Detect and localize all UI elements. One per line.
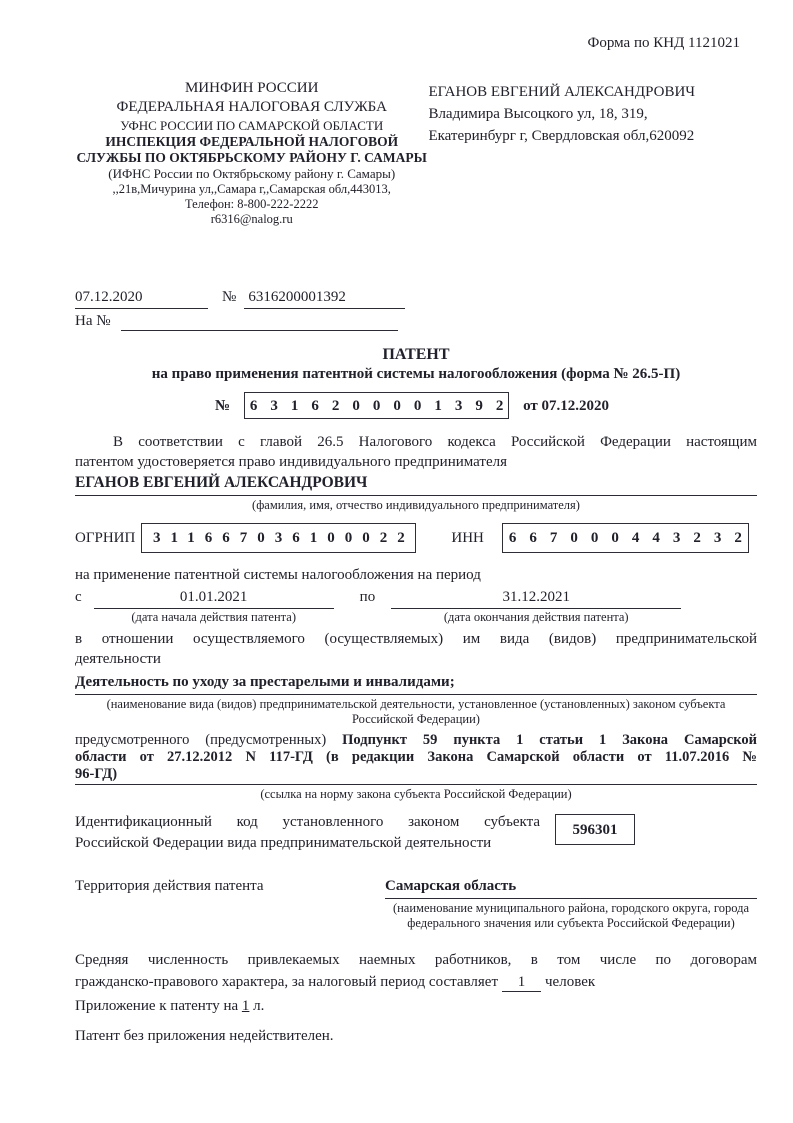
workers-line2 (75, 971, 757, 993)
reference-row (75, 287, 757, 309)
law-reference-paragraph (75, 732, 757, 785)
workers-line1: Средняя численность привлекаемых наемных работников, в том числе по договорам (75, 952, 757, 968)
period-from-label: с (75, 589, 82, 605)
territory-value-block (385, 876, 757, 931)
issuer-inspection-line1: ИНСПЕКЦИЯ ФЕДЕРАЛЬНОЙ НАЛОГОВОЙ (105, 134, 399, 149)
law-line3: 96-ГД) (75, 766, 118, 782)
recipient-block (428, 79, 757, 227)
inn-label: ИНН (451, 530, 484, 546)
territory-row (75, 876, 757, 931)
identification-code-row (75, 812, 757, 854)
attachment-unit: л. (253, 998, 265, 1014)
patent-number-row (75, 392, 757, 419)
activity-intro-line1: в отношении осуществляемого (осуществляемых) им вида (видов) предпринимательской (75, 631, 757, 647)
law-caption: (ссылка на норму закона субъекта Российской Федерации) (260, 787, 572, 801)
issuer-phone: Телефон: 8-800-222-2222 (184, 197, 319, 211)
recipient-address-line1: Владимира Высоцкого ул, 18, 319, (428, 106, 648, 122)
attachment-line (75, 996, 757, 1016)
document-number: 6316200001392 (244, 287, 405, 309)
issuer-email: r6316@nalog.ru (210, 212, 293, 226)
form-code: Форма по КНД 1121021 (587, 35, 740, 51)
identification-code-label-line2: Российской Федерации вида предпринимательской деятельности (75, 835, 492, 851)
issuer-service: ФЕДЕРАЛЬНАЯ НАЛОГОВАЯ СЛУЖБА (116, 99, 387, 115)
issuer-block (75, 79, 428, 227)
law-line1 (75, 732, 757, 749)
issuer-short-name: (ИФНС России по Октябрьскому району г. Самары) (108, 166, 396, 181)
registration-codes-row (75, 523, 757, 553)
workers-count: 1 (502, 973, 542, 992)
issuer-ministry: МИНФИН РОССИИ (184, 80, 319, 96)
workers-paragraph (75, 949, 757, 993)
activity-intro-line2: деятельности (75, 651, 161, 667)
territory-label: Территория действия патента (75, 878, 264, 894)
workers-unit: человек (545, 974, 596, 990)
period-end-date: 31.12.2021 (391, 587, 681, 609)
identification-code-box: 596301 (555, 814, 635, 845)
law-line2: области от 27.12.2012 N 117-ГД (в редакции Закона Самарской области от 11.07.2016 № (75, 749, 757, 765)
territory-value: Самарская область (385, 876, 757, 899)
activity-name: Деятельность по уходу за престарелыми и инвалидами; (75, 672, 757, 695)
period-end-caption: (дата окончания действия патента) (443, 610, 629, 624)
period-start-date: 01.01.2021 (94, 587, 334, 609)
activity-caption (75, 697, 757, 727)
entrepreneur-name: ЕГАНОВ ЕВГЕНИЙ АЛЕКСАНДРОВИЧ (75, 473, 757, 496)
issuer-inspection-line2: СЛУЖБЫ ПО ОКТЯБРЬСКОМУ РАЙОНУ Г. САМАРЫ (76, 150, 427, 165)
territory-caption (385, 901, 757, 931)
patent-number-sign: № (215, 397, 231, 414)
activity-caption-line1: (наименование вида (видов) предпринимательской деятельности, установленное (установленных) законом субъекта (106, 697, 726, 711)
activity-caption-line2: Российской Федерации) (352, 712, 480, 726)
reply-to-row (75, 311, 757, 331)
intro-paragraph (75, 432, 757, 472)
territory-caption-line1: (наименование муниципального района, городского округа, города (392, 901, 750, 915)
period-start-caption: (дата начала действия патента) (131, 610, 296, 624)
activity-intro (75, 629, 757, 669)
reply-to-label: На № (75, 313, 111, 329)
recipient-name: ЕГАНОВ ЕВГЕНИЙ АЛЕКСАНДРОВИЧ (428, 84, 696, 100)
letterhead (75, 79, 757, 227)
reply-to-blank-line (121, 313, 398, 331)
recipient-address-line2: Екатеринбург г, Свердловская обл,620092 (428, 128, 695, 144)
period-to-cell (391, 587, 681, 625)
period-to-label: по (359, 589, 376, 605)
inn-box: 667000443232 (502, 523, 749, 553)
period-from-cell (94, 587, 334, 625)
intro-line2: патентом удостоверяется право индивидуального предпринимателя (75, 454, 508, 470)
ogrnip-label: ОГРНИП (75, 530, 136, 546)
intro-line1: В соответствии с главой 26.5 Налогового кодекса Российской Федерации настоящим (113, 434, 757, 450)
workers-line2-text: гражданско-правового характера, за налоговый период составляет (75, 974, 499, 990)
identification-code-label (75, 812, 540, 854)
period-intro: на применение патентной системы налогообложения на период (75, 567, 481, 583)
ogrnip-box: 311667036100022 (141, 523, 416, 553)
document-title: ПАТЕНТ (382, 346, 450, 363)
attachment-pages: 1 (241, 998, 250, 1014)
document-subtitle: на право применения патентной системы налогообложения (форма № 26.5-П) (151, 366, 681, 382)
document-date: 07.12.2020 (75, 287, 208, 309)
patent-issue-date: от 07.12.2020 (523, 397, 609, 414)
entrepreneur-name-caption: (фамилия, имя, отчество индивидуального предпринимателя) (252, 498, 580, 512)
law-prefix: предусмотренного (предусмотренных) (75, 732, 327, 748)
patent-number-box: 6316200001392 (244, 392, 509, 419)
number-sign: № (222, 289, 237, 305)
territory-caption-line2: федерального значения или субъекта Российской Федерации) (407, 916, 735, 930)
issuer-regional-office: УФНС РОССИИ ПО САМАРСКОЙ ОБЛАСТИ (120, 118, 384, 133)
attachment-text: Приложение к патенту на (75, 998, 239, 1014)
law-line1-bold: Подпункт 59 пункта 1 статьи 1 Закона Самарской (342, 732, 757, 748)
validity-note: Патент без приложения недействителен. (75, 1028, 334, 1044)
validity-period-row (75, 587, 757, 625)
issuer-address: ,,21в,Мичурина ул,,Самара г,,Самарская обл,443013, (112, 182, 391, 196)
identification-code-label-line1: Идентификационный код установленного законом субъекта (75, 814, 540, 830)
reference-block (75, 287, 757, 331)
